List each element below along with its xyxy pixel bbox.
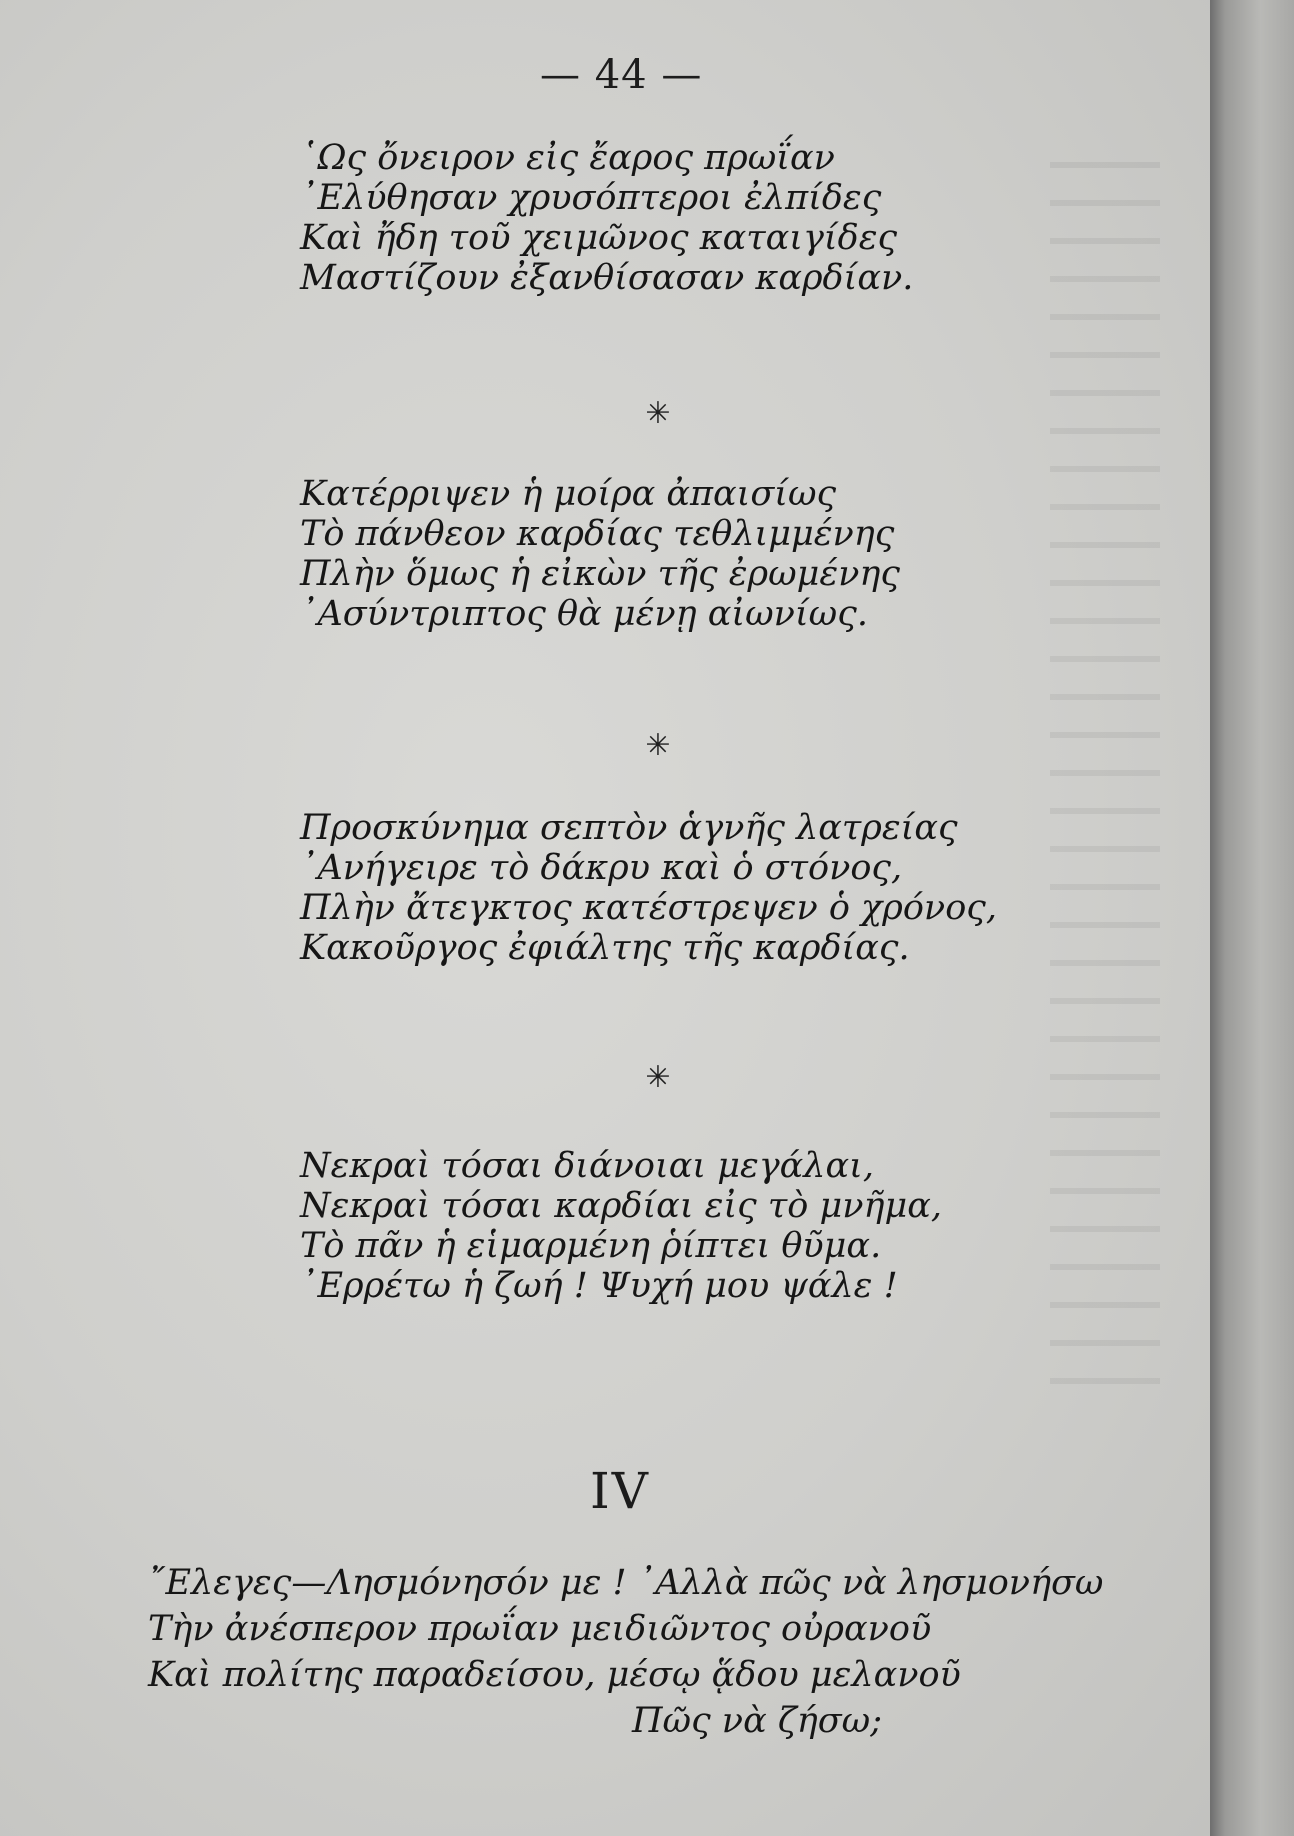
asterism-divider: ✳: [645, 728, 671, 763]
stanza-line: Προσκύνημα σεπτὸν ἁγνῆς λατρείας: [300, 808, 958, 848]
stanza-line: ᾿Ελύθησαν χρυσόπτεροι ἐλπίδες: [300, 178, 882, 218]
stanza-line: Καὶ πολίτης παραδείσου, μέσῳ ᾅδου μελανοῦ: [148, 1655, 961, 1695]
stanza-line: ῾Ως ὄνειρον εἰς ἔαρος πρωΐαν: [300, 138, 835, 178]
stanza-line: Τὸ πᾶν ἡ εἱμαρμένη ῥίπτει θῦμα.: [300, 1226, 882, 1266]
stanza-line: ᾿Ερρέτω ἡ ζωή ! Ψυχή μου ψάλε !: [300, 1266, 898, 1306]
stanza-line: Πλὴν ὅμως ἡ εἰκὼν τῆς ἐρωμένης: [300, 554, 900, 594]
stanza-3: [300, 808, 1020, 968]
asterism-divider: ✳: [645, 1060, 671, 1095]
stanza-1: [300, 138, 1020, 298]
stanza-2: [300, 474, 1020, 634]
stanza-line: Νεκραὶ τόσαι καρδίαι εἰς τὸ μνῆμα,: [300, 1186, 942, 1226]
stanza-line: Κατέρριψεν ἡ μοίρα ἀπαισίως: [300, 474, 837, 514]
asterism-divider: ✳: [645, 396, 671, 431]
stanza-line: Κακοῦργος ἐφιάλτης τῆς καρδίας.: [300, 928, 910, 968]
stanza-line: Τὴν ἀνέσπερον πρωΐαν μειδιῶντος οὐρανοῦ: [148, 1609, 932, 1649]
stanza-line: ῎Ελεγες—Λησμόνησόν με ! ᾿Αλλὰ πῶς νὰ λησμονήσω: [148, 1563, 1104, 1603]
stanza-line: Τὸ πάνθεον καρδίας τεθλιμμένης: [300, 514, 895, 554]
stanza-line: ᾿Ασύντριπτος θὰ μένῃ αἰωνίως.: [300, 594, 868, 634]
show-through-text: [1050, 140, 1160, 1400]
stanza-line: Πῶς νὰ ζήσω;: [632, 1701, 882, 1741]
section-heading: IV: [590, 1462, 650, 1520]
final-stanza: [148, 1560, 1108, 1744]
stanza-line: Πλὴν ἄτεγκτος κατέστρεψεν ὁ χρόνος,: [300, 888, 997, 928]
stanza-line: ᾿Ανήγειρε τὸ δάκρυ καὶ ὁ στόνος,: [300, 848, 903, 888]
stanza-4: [300, 1146, 1020, 1306]
book-gutter-edge: [1210, 0, 1294, 1836]
page-number: — 44 —: [540, 52, 703, 98]
stanza-line: Νεκραὶ τόσαι διάνοιαι μεγάλαι,: [300, 1146, 874, 1186]
stanza-line: Μαστίζουν ἐξανθίσασαν καρδίαν.: [300, 258, 914, 298]
stanza-line: Καὶ ἤδη τοῦ χειμῶνος καταιγίδες: [300, 218, 898, 258]
